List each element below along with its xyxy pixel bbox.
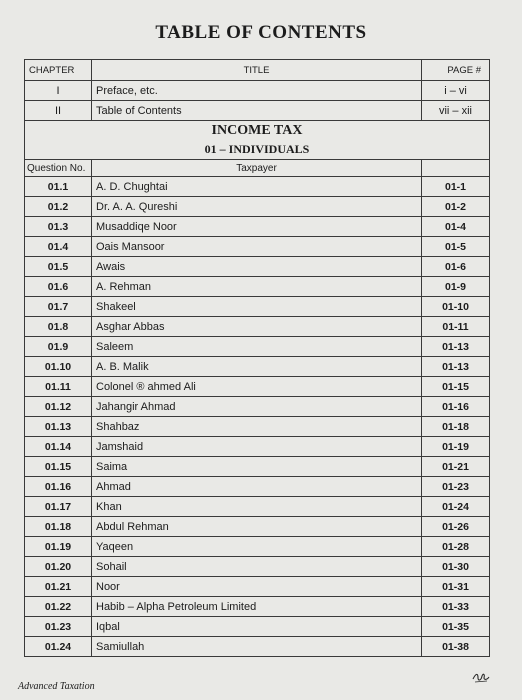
page-number: 01-26	[422, 517, 490, 537]
page-number: 01-9	[422, 277, 490, 297]
question-number: 01.8	[25, 317, 92, 337]
question-number: 01.1	[25, 177, 92, 197]
table-row	[25, 297, 490, 317]
question-number: 01.6	[25, 277, 92, 297]
page-number: 01-4	[422, 217, 490, 237]
question-number: 01.16	[25, 477, 92, 497]
chapter-number: I	[25, 81, 92, 101]
page-number: 01-10	[422, 297, 490, 317]
question-number: 01.10	[25, 357, 92, 377]
taxpayer-name: Saleem	[92, 337, 422, 357]
table-row	[25, 217, 490, 237]
chapter-page: vii – xii	[422, 101, 490, 121]
question-number: 01.2	[25, 197, 92, 217]
page-number: 01-15	[422, 377, 490, 397]
page-column-header: PAGE #	[422, 60, 490, 81]
taxpayer-name: Yaqeen	[92, 537, 422, 557]
page-number: 01-31	[422, 577, 490, 597]
question-number: 01.12	[25, 397, 92, 417]
page-number: 01-5	[422, 237, 490, 257]
question-number: 01.17	[25, 497, 92, 517]
taxpayer-name: Ahmad	[92, 477, 422, 497]
question-number: 01.9	[25, 337, 92, 357]
page-number: 01-30	[422, 557, 490, 577]
taxpayer-name: Shahbaz	[92, 417, 422, 437]
section-heading	[25, 121, 490, 160]
question-number: 01.22	[25, 597, 92, 617]
question-number: 01.5	[25, 257, 92, 277]
table-row	[25, 477, 490, 497]
taxpayer-name: Abdul Rehman	[92, 517, 422, 537]
section-title: INCOME TAX	[211, 123, 303, 138]
chapter-header-row	[25, 60, 490, 81]
page-number: 01-6	[422, 257, 490, 277]
table-row	[25, 377, 490, 397]
chapter-column-header: CHAPTER	[25, 60, 92, 81]
page-number: 01-35	[422, 617, 490, 637]
taxpayer-name: Sohail	[92, 557, 422, 577]
table-row	[25, 457, 490, 477]
table-row	[25, 497, 490, 517]
page-number: 01-21	[422, 457, 490, 477]
table-row	[25, 177, 490, 197]
taxpayer-name: Noor	[92, 577, 422, 597]
taxpayer-name: Jahangir Ahmad	[92, 397, 422, 417]
taxpayer-name: Samiullah	[92, 637, 422, 657]
table-row	[25, 417, 490, 437]
taxpayer-name: A. D. Chughtai	[92, 177, 422, 197]
section-subtitle: 01 – INDIVIDUALS	[204, 142, 310, 156]
title-column-header: TITLE	[92, 60, 422, 81]
question-number: 01.21	[25, 577, 92, 597]
table-row	[25, 277, 490, 297]
table-row	[25, 617, 490, 637]
page-number: 01-23	[422, 477, 490, 497]
page-number: 01-2	[422, 197, 490, 217]
taxpayer-name: A. B. Malik	[92, 357, 422, 377]
table-row	[25, 637, 490, 657]
table-row	[25, 357, 490, 377]
taxpayer-name: Iqbal	[92, 617, 422, 637]
section-heading-row	[25, 121, 490, 160]
page-number: 01-38	[422, 637, 490, 657]
taxpayer-name: Asghar Abbas	[92, 317, 422, 337]
question-number: 01.19	[25, 537, 92, 557]
chapter-title: Preface, etc.	[92, 81, 422, 101]
taxpayer-name: Shakeel	[92, 297, 422, 317]
contents-table	[24, 59, 490, 657]
taxpayer-name: Oais Mansoor	[92, 237, 422, 257]
taxpayer-name: Dr. A. A. Qureshi	[92, 197, 422, 217]
table-row	[25, 597, 490, 617]
taxpayer-name: Khan	[92, 497, 422, 517]
question-number: 01.3	[25, 217, 92, 237]
chapter-number: II	[25, 101, 92, 121]
table-row	[25, 397, 490, 417]
page-number: 01-33	[422, 597, 490, 617]
question-number: 01.20	[25, 557, 92, 577]
question-column-header: Question No.	[25, 160, 92, 177]
question-number: 01.7	[25, 297, 92, 317]
question-number: 01.13	[25, 417, 92, 437]
page-number: 01-1	[422, 177, 490, 197]
taxpayer-name: Saima	[92, 457, 422, 477]
taxpayer-name: Awais	[92, 257, 422, 277]
page-number: 01-13	[422, 357, 490, 377]
chapter-row	[25, 101, 490, 121]
table-row	[25, 197, 490, 217]
signature-icon	[472, 670, 490, 684]
page-number: 01-18	[422, 417, 490, 437]
page-number: 01-28	[422, 537, 490, 557]
table-row	[25, 557, 490, 577]
question-number: 01.14	[25, 437, 92, 457]
page-number: 01-13	[422, 337, 490, 357]
question-number: 01.11	[25, 377, 92, 397]
page-number: 01-24	[422, 497, 490, 517]
question-number: 01.15	[25, 457, 92, 477]
table-row	[25, 437, 490, 457]
question-number: 01.4	[25, 237, 92, 257]
table-row	[25, 337, 490, 357]
question-number: 01.24	[25, 637, 92, 657]
table-row	[25, 237, 490, 257]
table-row	[25, 577, 490, 597]
footer-text: Advanced Taxation	[18, 681, 95, 692]
page-number: 01-11	[422, 317, 490, 337]
taxpayer-name: Colonel ® ahmed Ali	[92, 377, 422, 397]
page-column-spacer	[422, 160, 490, 177]
page-number: 01-19	[422, 437, 490, 457]
question-number: 01.23	[25, 617, 92, 637]
taxpayer-name: Habib – Alpha Petroleum Limited	[92, 597, 422, 617]
page-title: TABLE OF CONTENTS	[155, 22, 367, 43]
table-row	[25, 537, 490, 557]
chapter-page: i – vi	[422, 81, 490, 101]
table-row	[25, 517, 490, 537]
chapter-title: Table of Contents	[92, 101, 422, 121]
question-number: 01.18	[25, 517, 92, 537]
chapter-row	[25, 81, 490, 101]
question-header-row	[25, 160, 490, 177]
table-row	[25, 257, 490, 277]
taxpayer-column-header: Taxpayer	[92, 160, 422, 177]
taxpayer-name: Jamshaid	[92, 437, 422, 457]
table-row	[25, 317, 490, 337]
page-number: 01-16	[422, 397, 490, 417]
taxpayer-name: A. Rehman	[92, 277, 422, 297]
taxpayer-name: Musaddiqe Noor	[92, 217, 422, 237]
